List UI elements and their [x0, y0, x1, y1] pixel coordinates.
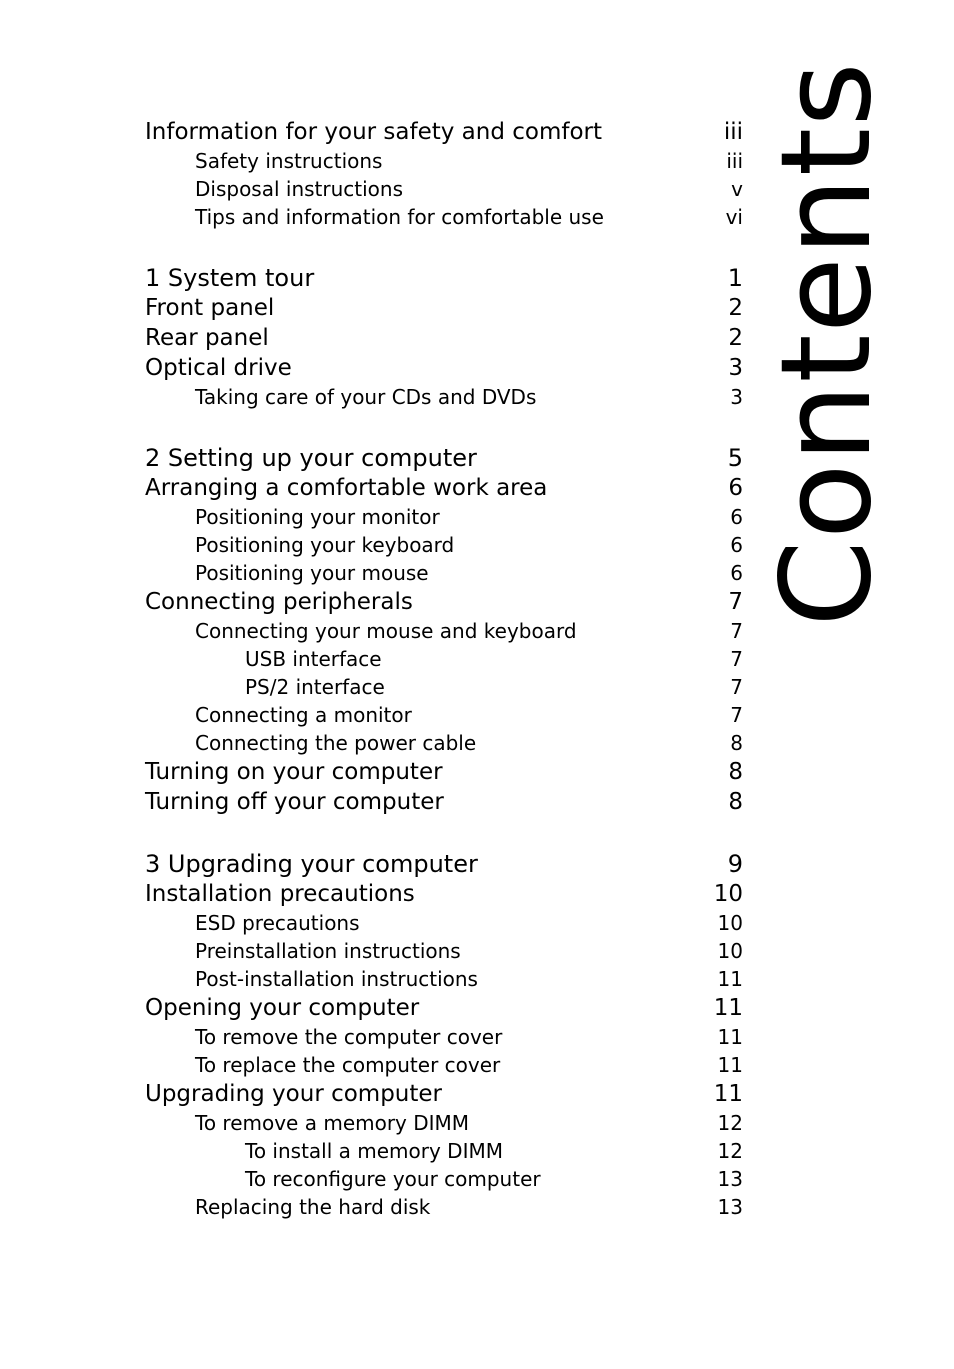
toc-entry[interactable] [145, 293, 743, 323]
toc-entry-title: Tips and information for comfortable use [195, 205, 604, 229]
toc-entry-title: Rear panel [145, 325, 269, 351]
toc-entry[interactable] [145, 323, 743, 353]
toc-entry-title: Opening your computer [145, 995, 420, 1021]
toc-entry[interactable] [145, 757, 743, 787]
toc-entry-page-number: 11 [717, 967, 743, 991]
toc-entry[interactable] [145, 203, 743, 231]
toc-entry-page-number: 8 [728, 759, 743, 785]
toc-entry-page-number: iii [723, 119, 743, 145]
contents-side-title [755, 61, 899, 627]
toc-chapter-entry[interactable] [145, 263, 743, 293]
toc-entry-title: To install a memory DIMM [245, 1139, 503, 1163]
toc-entry-title: Arranging a comfortable work area [145, 475, 548, 501]
toc-entry-page-number: 10 [717, 939, 743, 963]
toc-entry-page-number: 7 [730, 703, 743, 727]
toc-entry[interactable] [145, 1193, 743, 1221]
toc-entry-title: To reconfigure your computer [245, 1167, 541, 1191]
toc-entry-title: Turning on your computer [145, 759, 443, 785]
toc-entry-page-number: 7 [730, 619, 743, 643]
toc-entry[interactable] [145, 645, 743, 673]
toc-entry-page-number: 11 [717, 1025, 743, 1049]
toc-entry[interactable] [145, 1137, 743, 1165]
toc-entry-title: Replacing the hard disk [195, 1195, 431, 1219]
toc-entry-page-number: 6 [730, 561, 743, 585]
toc-entry[interactable] [145, 383, 743, 411]
toc-entry-title: Positioning your keyboard [195, 533, 455, 557]
toc-entry-page-number: 7 [730, 647, 743, 671]
toc-entry[interactable] [145, 1051, 743, 1079]
toc-entry[interactable] [145, 673, 743, 701]
toc-entry-title: Connecting the power cable [195, 731, 477, 755]
toc-entry-title: PS/2 interface [245, 675, 385, 699]
toc-entry-title: To remove the computer cover [195, 1025, 503, 1049]
toc-entry[interactable] [145, 147, 743, 175]
toc-entry-title: Post-installation instructions [195, 967, 478, 991]
toc-entry[interactable] [145, 965, 743, 993]
toc-entry[interactable] [145, 1023, 743, 1051]
toc-entry-title: To remove a memory DIMM [195, 1111, 470, 1135]
toc-chapter-entry[interactable] [145, 849, 743, 879]
toc-entry[interactable] [145, 1165, 743, 1193]
toc-entry[interactable] [145, 1079, 743, 1109]
toc-entry-page-number: 8 [730, 731, 743, 755]
toc-entry-page-number: 3 [728, 355, 743, 381]
toc-entry-page-number: v [731, 177, 743, 201]
toc-entry-page-number: 12 [717, 1111, 743, 1135]
toc-entry-title: Optical drive [145, 355, 292, 381]
toc-entry-page-number: 11 [717, 1053, 743, 1077]
toc-entry-title: Positioning your mouse [195, 561, 429, 585]
toc-entry-page-number: 10 [713, 881, 743, 907]
toc-entry-title: Upgrading your computer [145, 1081, 443, 1107]
toc-entry[interactable] [145, 909, 743, 937]
toc-entry-page-number: 9 [727, 850, 743, 878]
toc-entry-page-number: 11 [713, 1081, 743, 1107]
toc-entry[interactable] [145, 879, 743, 909]
section-spacer [145, 411, 743, 443]
toc-entry[interactable] [145, 701, 743, 729]
toc-entry[interactable] [145, 993, 743, 1023]
toc-entry-page-number: 11 [713, 995, 743, 1021]
toc-entry[interactable] [145, 587, 743, 617]
toc-entry[interactable] [145, 531, 743, 559]
toc-entry[interactable] [145, 559, 743, 587]
toc-entry-title: Preinstallation instructions [195, 939, 461, 963]
toc-entry-page-number: 12 [717, 1139, 743, 1163]
toc-entry-title: Connecting a monitor [195, 703, 412, 727]
toc-entry-title: Front panel [145, 295, 275, 321]
toc-entry-title: Turning off your computer [145, 789, 444, 815]
toc-chapter-entry[interactable] [145, 443, 743, 473]
toc-entry-page-number: 2 [728, 325, 743, 351]
toc-entry-title: ESD precautions [195, 911, 360, 935]
toc-entry-title: 1 System tour [145, 264, 315, 292]
toc-entry-title: Taking care of your CDs and DVDs [195, 385, 537, 409]
toc-entry-page-number: 6 [730, 533, 743, 557]
toc-entry-page-number: 7 [730, 675, 743, 699]
toc-entry[interactable] [145, 117, 743, 147]
toc-entry-page-number: 7 [728, 589, 743, 615]
toc-entry-title: Positioning your monitor [195, 505, 440, 529]
toc-entry[interactable] [145, 787, 743, 817]
toc-entry-title: 3 Upgrading your computer [145, 850, 478, 878]
toc-entry-page-number: 3 [730, 385, 743, 409]
toc-entry-page-number: 5 [727, 444, 743, 472]
toc-entry-page-number: 13 [717, 1167, 743, 1191]
toc-entry[interactable] [145, 617, 743, 645]
toc-entry-title: Disposal instructions [195, 177, 404, 201]
toc-entry-page-number: vi [725, 205, 743, 229]
toc-entry[interactable] [145, 175, 743, 203]
toc-entry[interactable] [145, 937, 743, 965]
toc-entry-page-number: 8 [728, 789, 743, 815]
toc-entry-page-number: 1 [727, 264, 743, 292]
toc-entry-page-number: 10 [717, 911, 743, 935]
toc-entry-title: Connecting peripherals [145, 589, 413, 615]
toc-entry-title: To replace the computer cover [195, 1053, 501, 1077]
toc-entry[interactable] [145, 1109, 743, 1137]
contents-heading: Contents [755, 61, 899, 627]
section-spacer [145, 231, 743, 263]
toc-entry[interactable] [145, 729, 743, 757]
toc-entry-title: Installation precautions [145, 881, 415, 907]
toc-entry[interactable] [145, 473, 743, 503]
toc-entry-page-number: 2 [728, 295, 743, 321]
toc-entry-page-number: iii [726, 149, 743, 173]
toc-entry[interactable] [145, 503, 743, 531]
toc-entry-title: 2 Setting up your computer [145, 444, 477, 472]
toc-entry-page-number: 13 [717, 1195, 743, 1219]
toc-entry-page-number: 6 [730, 505, 743, 529]
table-of-contents [145, 117, 743, 1221]
toc-entry-page-number: 6 [728, 475, 743, 501]
toc-entry-title: Connecting your mouse and keyboard [195, 619, 577, 643]
toc-entry-title: Safety instructions [195, 149, 383, 173]
toc-entry[interactable] [145, 353, 743, 383]
toc-entry-title: USB interface [245, 647, 382, 671]
section-spacer [145, 817, 743, 849]
toc-entry-title: Information for your safety and comfort [145, 119, 603, 145]
